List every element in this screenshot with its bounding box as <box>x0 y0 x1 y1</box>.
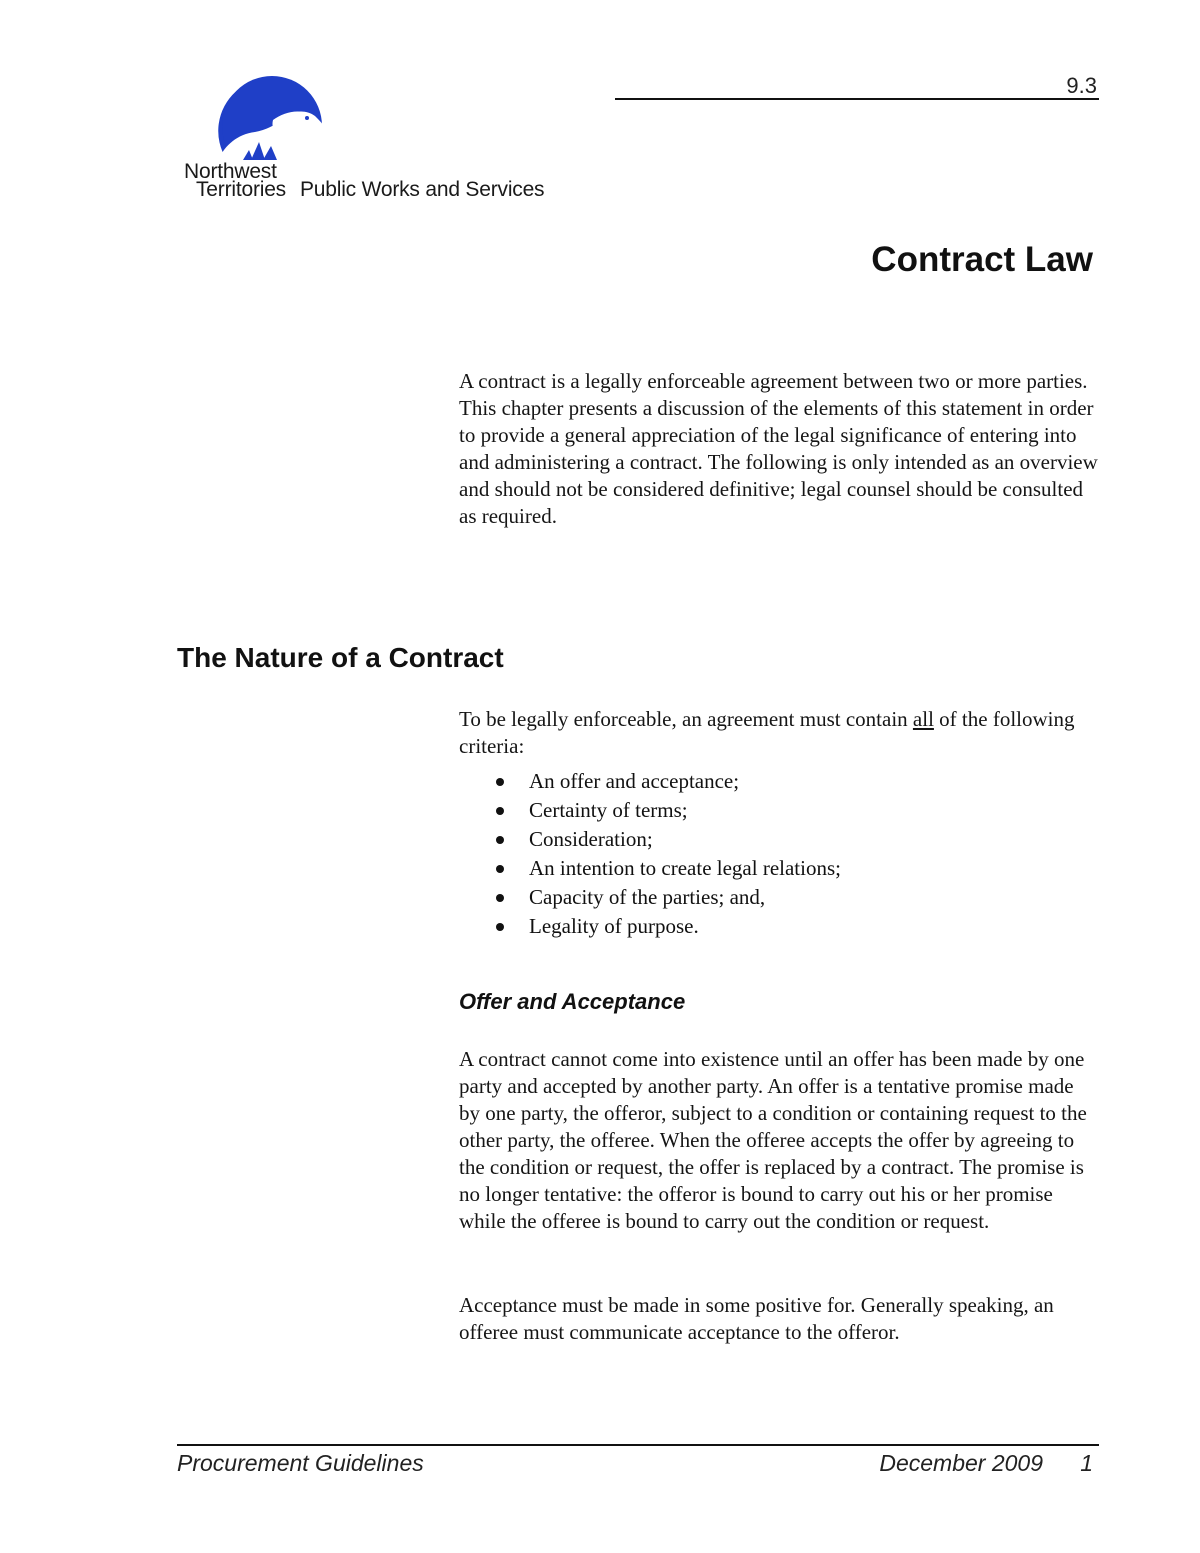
criteria-intro-before: To be legally enforceable, an agreement must contain <box>459 707 913 731</box>
page-title: Contract Law <box>871 240 1093 279</box>
logo-text-northwest: Northwest <box>184 160 277 183</box>
footer-divider <box>177 1444 1099 1446</box>
polar-bear-emblem-icon <box>215 76 325 170</box>
intro-paragraph: A contract is a legally enforceable agreement between two or more parties. This chapter presents a discussion of the elements of this statement in order to provide a general appreciation of the legal significance of entering into and administering a contract. The following is only intended as an overview and should not be considered definitive; legal counsel should be consulted as required. <box>459 369 1098 528</box>
logo-text-territories-word: Territories <box>196 178 286 201</box>
criteria-intro <box>459 706 1099 760</box>
section-heading: The Nature of a Contract <box>177 642 504 673</box>
offer-paragraph-2: Acceptance must be made in some positive for. Generally speaking, an offeree must communicate acceptance to the offeror. <box>459 1293 1054 1344</box>
footer-document-title: Procurement Guidelines <box>177 1450 424 1476</box>
criteria-list-item: An intention to create legal relations; <box>459 854 841 883</box>
subsection-heading: Offer and Acceptance <box>459 989 686 1014</box>
offer-paragraph-1: A contract cannot come into existence until an offer has been made by one party and accepted by another party. An offer is a tentative promise made by one party, the offeror, subject to a condition or containing request to the other party, the offeree. When the offeree accepts the offer by agreeing to the condition or request, the offer is replaced by a contract. The promise is no longer tentative: the offeror is bound to carry out his or her promise while the offeree is bound to carry out the condition or request. <box>459 1047 1087 1233</box>
criteria-list-item: Consideration; <box>459 825 841 854</box>
logo-text-territories <box>196 178 544 202</box>
gnwt-logo <box>182 76 612 206</box>
footer-page-number: 1 <box>1080 1450 1093 1476</box>
logo-text-department: Public Works and Services <box>299 178 545 201</box>
header-divider <box>615 98 1099 100</box>
criteria-intro-emphasis: all <box>912 707 934 731</box>
criteria-list-item: Legality of purpose. <box>459 912 841 941</box>
criteria-list <box>459 767 841 941</box>
criteria-list-item: An offer and acceptance; <box>459 767 841 796</box>
section-number: 9.3 <box>1066 73 1097 98</box>
criteria-list-item: Capacity of the parties; and, <box>459 883 841 912</box>
criteria-intro-after: of the following criteria: <box>459 707 1075 758</box>
criteria-list-item: Certainty of terms; <box>459 796 841 825</box>
footer-date: December 2009 <box>879 1450 1043 1476</box>
